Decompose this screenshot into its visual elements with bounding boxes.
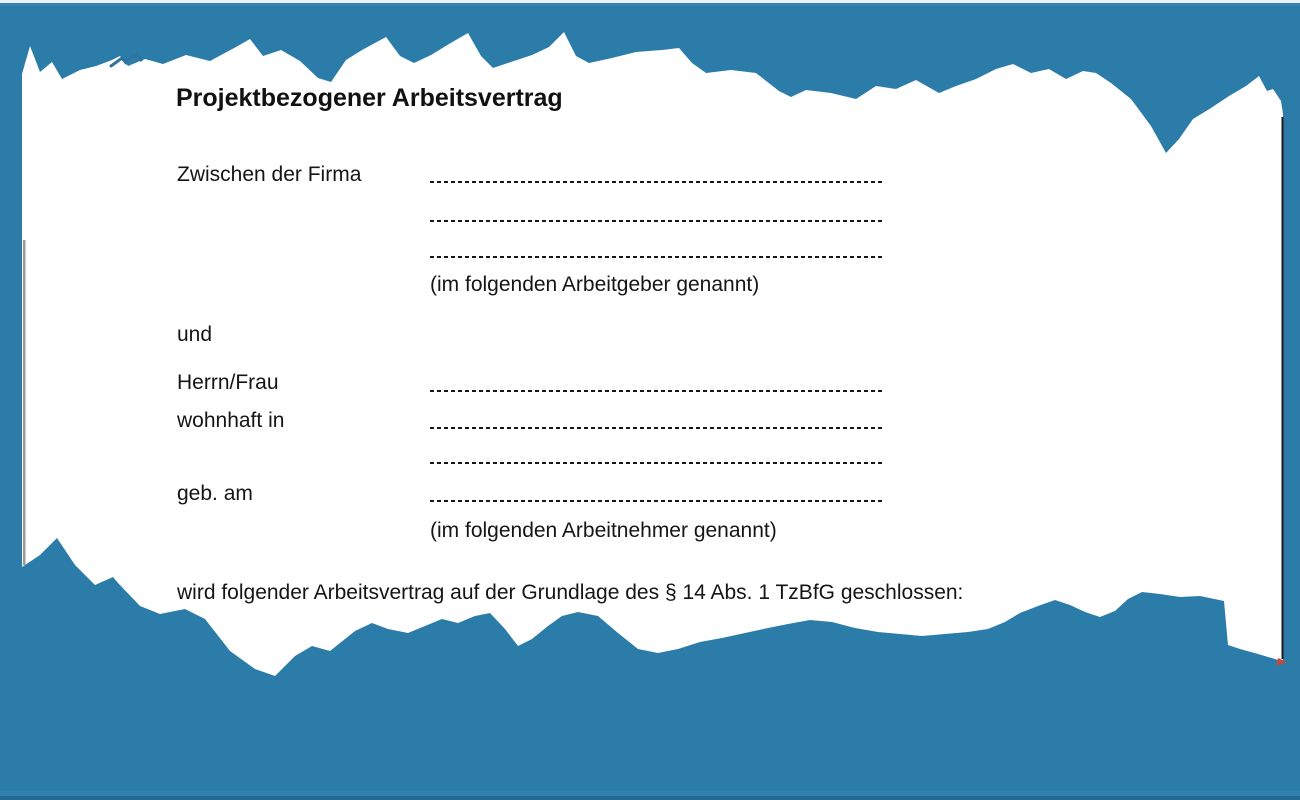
document-title: Projektbezogener Arbeitsvertrag — [176, 84, 563, 112]
employer-blank-line-3 — [430, 256, 882, 258]
employee-birthdate-label: geb. am — [177, 482, 253, 505]
employer-blank-line-1 — [430, 181, 882, 183]
employee-name-blank-line — [430, 390, 882, 392]
employee-birthdate-blank-line — [430, 500, 882, 502]
employee-residence-label: wohnhaft in — [177, 409, 285, 432]
employee-residence-blank-line-1 — [430, 427, 882, 429]
conjunction-label: und — [177, 323, 213, 346]
employer-intro-label: Zwischen der Firma — [177, 163, 362, 186]
employer-blank-line-2 — [430, 220, 882, 222]
employee-note: (im folgenden Arbeitnehmer genannt) — [430, 519, 777, 542]
employee-name-label: Herrn/Frau — [177, 371, 279, 394]
employer-note: (im folgenden Arbeitgeber genannt) — [430, 273, 760, 296]
closing-clause: wird folgender Arbeitsvertrag auf der Grundlage des § 14 Abs. 1 TzBfG geschlossen: — [177, 581, 964, 604]
employee-residence-blank-line-2 — [430, 462, 882, 464]
